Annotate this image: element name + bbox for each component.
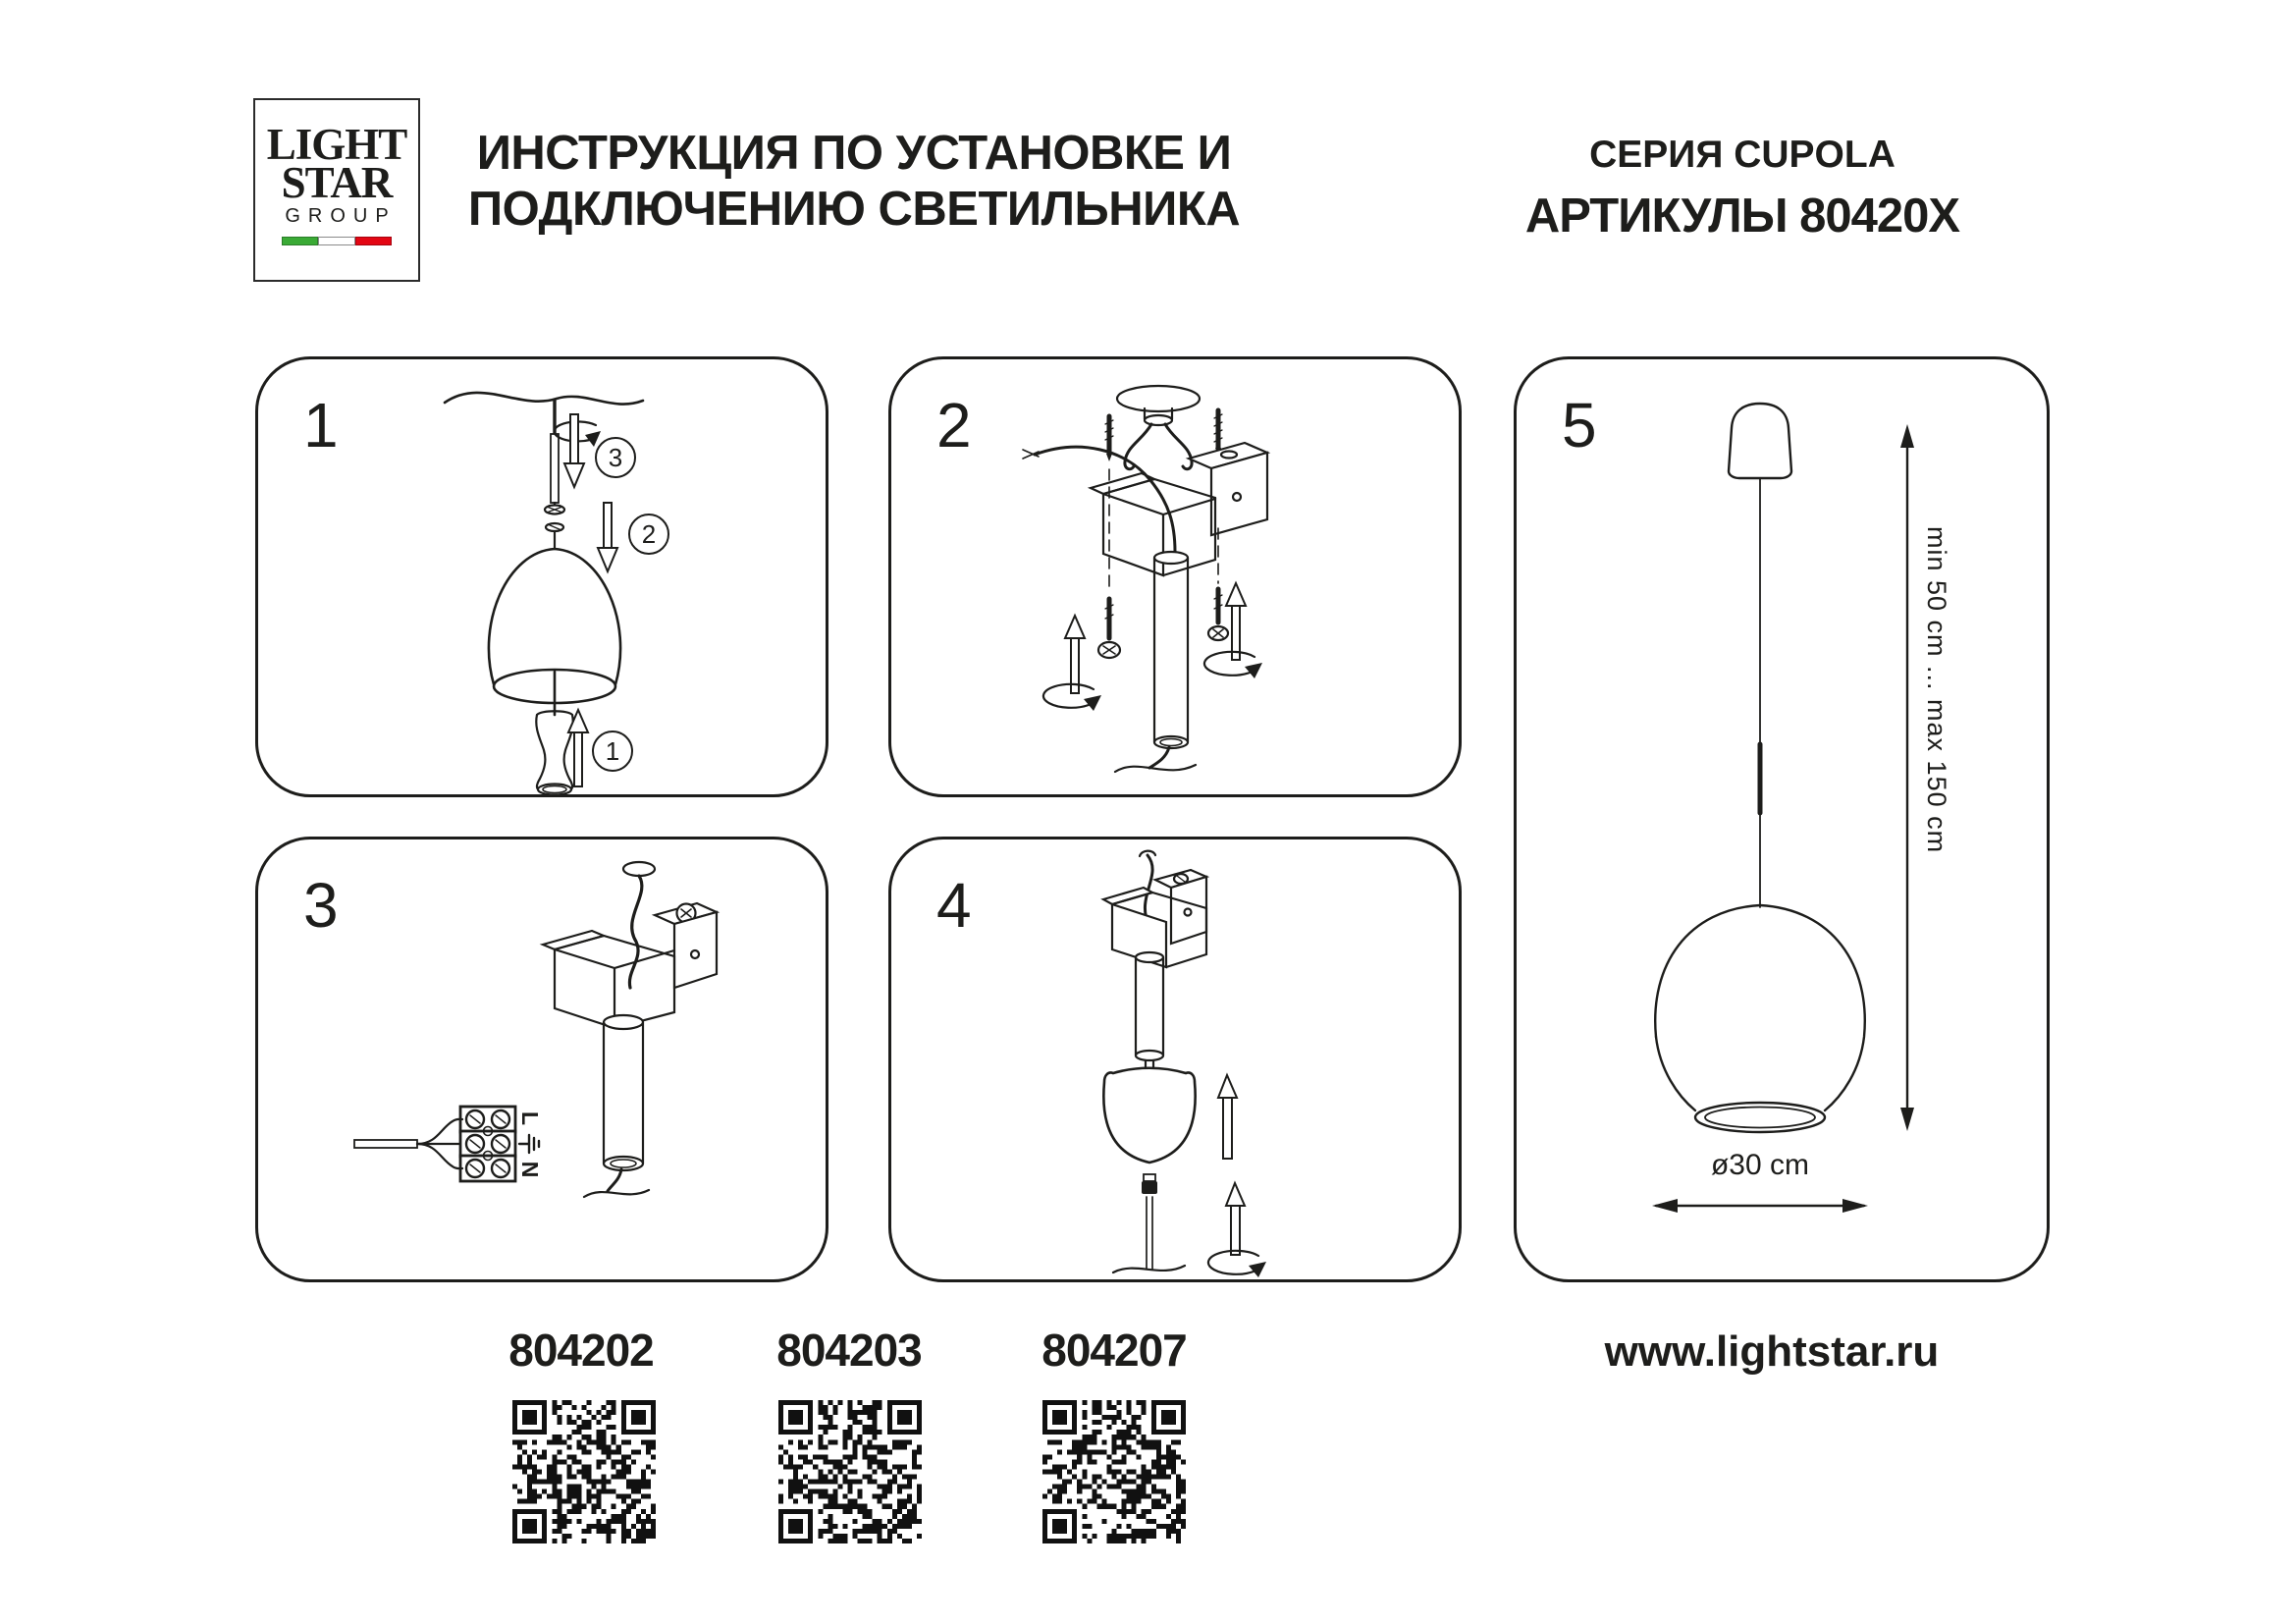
step-number-2: 2 xyxy=(936,390,972,460)
series-header xyxy=(1502,134,1983,244)
flag-red xyxy=(355,237,392,245)
logo-text-group: GROUP xyxy=(285,205,397,227)
step-badge-3: 3 xyxy=(595,437,636,478)
twist-arrow-icon xyxy=(1208,1183,1266,1277)
earth-symbol xyxy=(519,1135,539,1153)
twist-arrow-icon-left xyxy=(1043,616,1101,711)
italian-flag-icon xyxy=(282,237,392,245)
rotation-arrow-icon xyxy=(555,414,601,487)
step-badge-2: 2 xyxy=(628,514,669,555)
lightstar-logo xyxy=(253,98,420,282)
step1-drawing xyxy=(258,359,826,794)
diffuser xyxy=(536,711,572,794)
step-panel-1 xyxy=(255,356,828,797)
lamp-shade xyxy=(1655,905,1865,1132)
qr-code-1 xyxy=(512,1398,656,1545)
up-arrow-icon xyxy=(568,710,588,786)
series-name: СЕРИЯ CUPOLA xyxy=(1589,134,1896,176)
step2-drawing xyxy=(891,359,1459,794)
step-number-4: 4 xyxy=(936,870,972,941)
articles-code: АРТИКУЛЫ 80420X xyxy=(1524,189,1960,243)
ceiling-canopy xyxy=(1117,386,1200,469)
article-code-3: 804207 xyxy=(1041,1325,1187,1376)
logo-text-star: STAR xyxy=(281,158,393,207)
ceiling-line xyxy=(445,393,643,405)
page-title-line2: ПОДКЛЮЧЕНИЮ СВЕТИЛЬНИКА xyxy=(467,183,1241,236)
article-code-2: 804203 xyxy=(776,1325,922,1376)
page-title-line1: ИНСТРУКЦИЯ ПО УСТАНОВКЕ И xyxy=(476,127,1232,180)
ceiling-hole xyxy=(623,862,655,876)
step-panel-2 xyxy=(888,356,1462,797)
terminal-label-line: L xyxy=(517,1110,544,1126)
suspension-tube xyxy=(584,1015,649,1197)
screw-top-left xyxy=(1105,416,1113,461)
diameter-dimension-label: ø30 cm xyxy=(1710,1149,1810,1181)
horizontal-dimension-arrow xyxy=(1652,1199,1868,1213)
step-number-5: 5 xyxy=(1562,390,1597,460)
lock-nuts xyxy=(545,506,564,532)
qr-code-2 xyxy=(778,1398,922,1545)
height-dimension-label: min 50 cm ... max 150 cm xyxy=(1922,526,1951,854)
mounting-bracket xyxy=(543,903,717,1028)
down-arrow-icon xyxy=(598,503,617,571)
step-panel-4 xyxy=(888,837,1462,1282)
article-code-1: 804202 xyxy=(508,1325,654,1376)
flag-green xyxy=(282,237,318,245)
qr-code-3 xyxy=(1042,1398,1186,1545)
up-arrow-icon xyxy=(1218,1075,1237,1159)
input-wire xyxy=(354,1119,462,1168)
suspension-tube xyxy=(1115,552,1196,772)
step-badge-1: 1 xyxy=(592,731,633,772)
ceiling-cup xyxy=(1729,404,1791,478)
assembled-lamp-drawing xyxy=(1517,359,2047,1279)
step-number-3: 3 xyxy=(303,870,339,941)
hook-wire xyxy=(629,876,641,988)
step-number-1: 1 xyxy=(303,390,339,460)
website-link[interactable]: www.lightstar.ru xyxy=(1604,1327,1940,1376)
screw-bottom-right xyxy=(1208,589,1228,640)
logo-text-light: LIGHT xyxy=(266,120,407,169)
cable-grip xyxy=(1113,1174,1185,1272)
page-title xyxy=(422,126,1286,238)
flag-white xyxy=(318,237,354,245)
result-panel xyxy=(1514,356,2050,1282)
step-panel-3 xyxy=(255,837,828,1282)
lamp-shade xyxy=(1103,1068,1195,1163)
vertical-dimension-arrow xyxy=(1900,424,1914,1131)
screw-bottom-left xyxy=(1098,599,1120,658)
step3-drawing xyxy=(258,839,826,1279)
terminal-label-neutral: N xyxy=(517,1161,544,1178)
terminal-block xyxy=(460,1107,515,1181)
step4-drawing xyxy=(891,839,1459,1279)
suspension-tube xyxy=(1136,952,1163,1071)
